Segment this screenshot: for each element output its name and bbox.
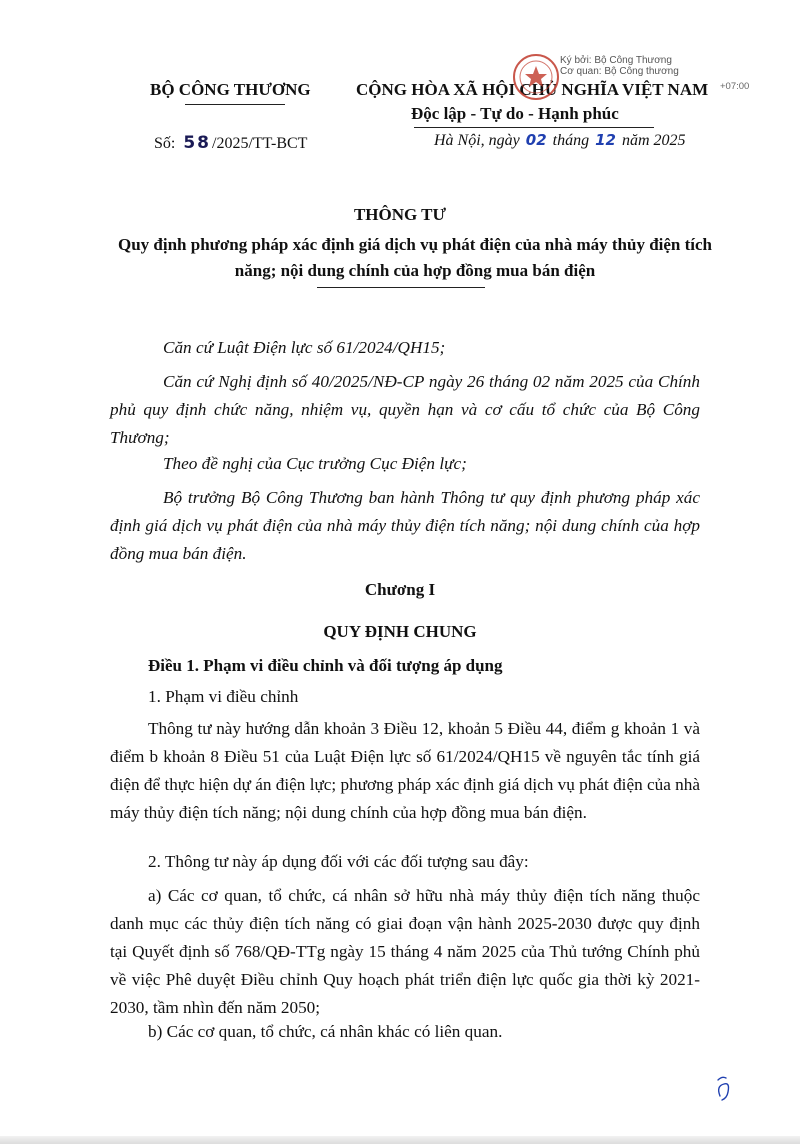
document-subject: Quy định phương pháp xác định giá dịch vụ phát điện của nhà máy thủy điện tích năng; nội dung chính của hợp đồng mua bán điện bbox=[117, 235, 713, 280]
handwritten-check-icon bbox=[710, 1066, 740, 1106]
red-seal-icon bbox=[511, 52, 561, 102]
preamble-proposal: Theo đề nghị của Cục trưởng Cục Điện lực; bbox=[163, 454, 467, 473]
date-year: năm 2025 bbox=[621, 132, 686, 149]
subject-underline bbox=[317, 287, 485, 288]
doc-number-suffix: /2025/TT-BCT bbox=[212, 135, 308, 152]
subject-item-a: a) Các cơ quan, tổ chức, cá nhân sở hữu nhà máy thủy điện tích năng thuộc danh mục các thủy điện tích năng có giai đoạn vận hành 2025-2030 được quy định tại Quyết định số 768/QĐ-TTg ngày 15 tháng 4 năm 2025 của Thủ tướng Chính phủ về việc Phê duyệt Điều chỉnh Quy hoạch phát triển điện lực quốc gia thời kỳ 2021-2030, tầm nhìn đến năm 2050; bbox=[110, 886, 700, 1017]
signing-agency: Cơ quan: Bộ Công thương bbox=[560, 66, 679, 77]
preamble-decree: Căn cứ Nghị định số 40/2025/NĐ-CP ngày 26 tháng 02 năm 2025 của Chính phủ quy định chức năng, nhiệm vụ, quyền hạn và cơ cấu tổ chức của Bộ Công Thương; bbox=[110, 372, 700, 447]
date-prefix: Hà Nội, ngày bbox=[434, 132, 520, 149]
signed-by: Ký bởi: Bộ Công Thương bbox=[560, 55, 672, 66]
applies-label: 2. Thông tư này áp dụng đối với các đối tượng sau đây: bbox=[148, 852, 529, 871]
article-heading: Điều 1. Phạm vi điều chỉnh và đối tượng áp dụng bbox=[148, 656, 503, 675]
ministry-underline bbox=[185, 104, 285, 105]
signature-timezone: +07:00 bbox=[720, 81, 750, 92]
scan-bottom-edge bbox=[0, 1136, 800, 1144]
national-motto: Độc lập - Tự do - Hạnh phúc bbox=[411, 104, 619, 123]
date-month-label: tháng bbox=[552, 132, 590, 149]
republic-name: CỘNG HÒA XÃ HỘI CHỦ NGHĨA VIỆT NAM bbox=[356, 80, 709, 99]
issue-date bbox=[434, 131, 686, 150]
ministry-name: BỘ CÔNG THƯƠNG bbox=[150, 80, 311, 99]
scope-text: Thông tư này hướng dẫn khoản 3 Điều 12, khoản 5 Điều 44, điểm g khoản 1 và điểm b khoản 8 Điều 51 của Luật Điện lực số 61/2024/QH15 về nguyên tắc tính giá điện để thực hiện dự án điện lực; phương pháp xác định giá dịch vụ phát điện của nhà máy thủy điện tích năng; nội dung chính của hợp đồng mua bán điện. bbox=[110, 719, 700, 822]
date-month-handwritten: 12 bbox=[595, 131, 616, 149]
doc-number-prefix: Số: bbox=[154, 135, 176, 152]
subject-item-b: b) Các cơ quan, tổ chức, cá nhân khác có liên quan. bbox=[148, 1022, 503, 1041]
scope-label: 1. Phạm vi điều chỉnh bbox=[148, 687, 299, 706]
document-number bbox=[154, 133, 307, 153]
date-day-handwritten: 02 bbox=[525, 131, 547, 149]
doc-number-handwritten: 58 bbox=[183, 133, 212, 153]
document-type: THÔNG TƯ bbox=[353, 205, 447, 224]
motto-underline bbox=[414, 127, 654, 128]
preamble-law: Căn cứ Luật Điện lực số 61/2024/QH15; bbox=[163, 338, 446, 357]
digital-signature-info bbox=[560, 55, 679, 77]
chapter-title: QUY ĐỊNH CHUNG bbox=[323, 622, 477, 641]
preamble-minister: Bộ trưởng Bộ Công Thương ban hành Thông tư quy định phương pháp xác định giá dịch vụ phát điện của nhà máy thủy điện tích năng; nội dung chính của hợp đồng mua bán điện. bbox=[110, 488, 700, 563]
chapter-number: Chương I bbox=[364, 580, 436, 599]
